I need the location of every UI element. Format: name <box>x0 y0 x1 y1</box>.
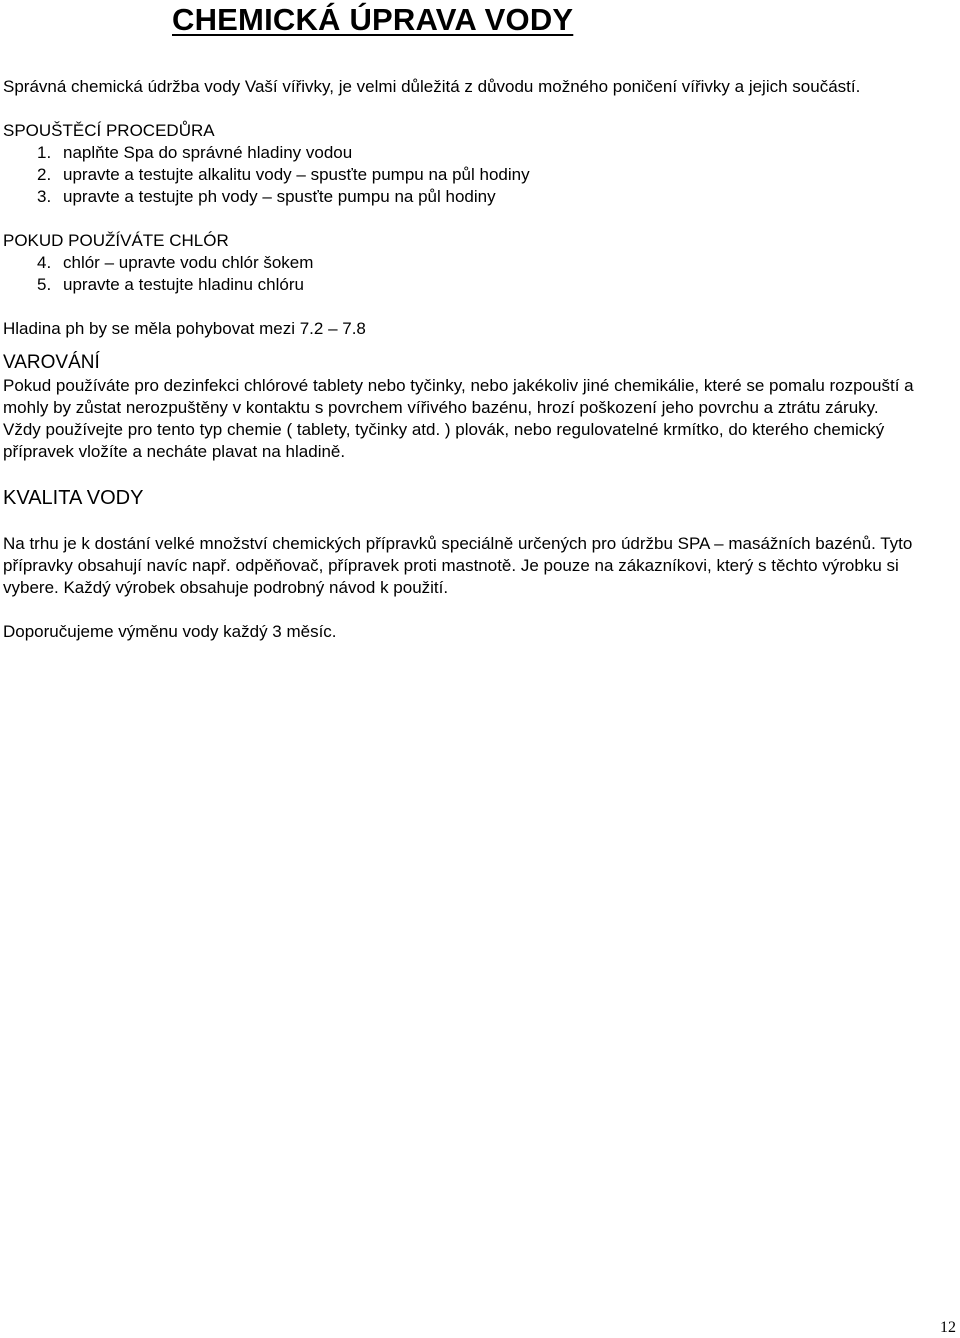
step-number: 2. <box>37 165 52 184</box>
list-item <box>37 186 951 208</box>
intro-paragraph: Správná chemická údržba vody Vaší vířivky, je velmi důležitá z důvodu možného poničení vířivky a jejich součástí. <box>3 77 861 96</box>
startup-heading: SPOUŠTĚCÍ PROCEDŮRA <box>3 121 215 140</box>
step-number: 1. <box>37 143 52 162</box>
step-text: chlór – upravte vodu chlór šokem <box>63 253 314 272</box>
warning-section <box>3 351 951 463</box>
page-number: 12 <box>940 1319 956 1336</box>
chlorine-heading: POKUD POUŽÍVÁTE CHLÓR <box>3 231 229 250</box>
list-item <box>37 142 951 164</box>
step-text: upravte a testujte alkalitu vody – spusťte pumpu na půl hodiny <box>63 165 530 184</box>
startup-section <box>3 120 951 208</box>
quality-heading: KVALITA VODY <box>3 487 144 509</box>
step-text: upravte a testujte ph vody – spusťte pumpu na půl hodiny <box>63 187 496 206</box>
list-item <box>37 252 951 274</box>
step-text: naplňte Spa do správné hladiny vodou <box>63 143 353 162</box>
ph-note: Hladina ph by se měla pohybovat mezi 7.2 – 7.8 <box>3 319 366 338</box>
step-number: 3. <box>37 187 52 206</box>
warning-heading: VAROVÁNÍ <box>3 352 100 373</box>
chlorine-section <box>3 230 951 296</box>
warning-paragraph: Vždy používejte pro tento typ chemie ( tablety, tyčinky atd. ) plovák, nebo regulovatelné krmítko, do kterého chemický přípravek vložíte a necháte plavat na hladině. <box>3 420 885 461</box>
list-item <box>37 164 951 186</box>
step-number: 5. <box>37 275 52 294</box>
step-number: 4. <box>37 253 52 272</box>
quality-paragraph: Na trhu je k dostání velké množství chemických přípravků speciálně určených pro údržbu SPA – masážních bazénů. Tyto přípravky obsahují navíc např. odpěňovač, přípravek proti mastnotě. Je pouze na zákazníkovi, který s těchto výrobku si vybere. Každý výrobek obsahuje podrobný návod k použití. <box>3 534 913 597</box>
document-body <box>3 76 951 643</box>
page-title: CHEMICKÁ ÚPRAVA VODY <box>172 2 574 37</box>
step-text: upravte a testujte hladinu chlóru <box>63 275 304 294</box>
recommendation-text: Doporučujeme výměnu vody každý 3 měsíc. <box>3 622 337 641</box>
quality-section <box>3 485 951 643</box>
warning-paragraph: Pokud používáte pro dezinfekci chlórové tablety nebo tyčinky, nebo jakékoliv jiné chemikálie, které se pomalu rozpouští a mohly by zůstat nerozpuštěny v kontaktu s povrchem vířivého bazénu, hrozí poškození jeho povrchu a ztrátu záruky. <box>3 376 914 417</box>
startup-steps <box>3 142 951 208</box>
list-item <box>37 274 951 296</box>
chlorine-steps <box>3 252 951 296</box>
